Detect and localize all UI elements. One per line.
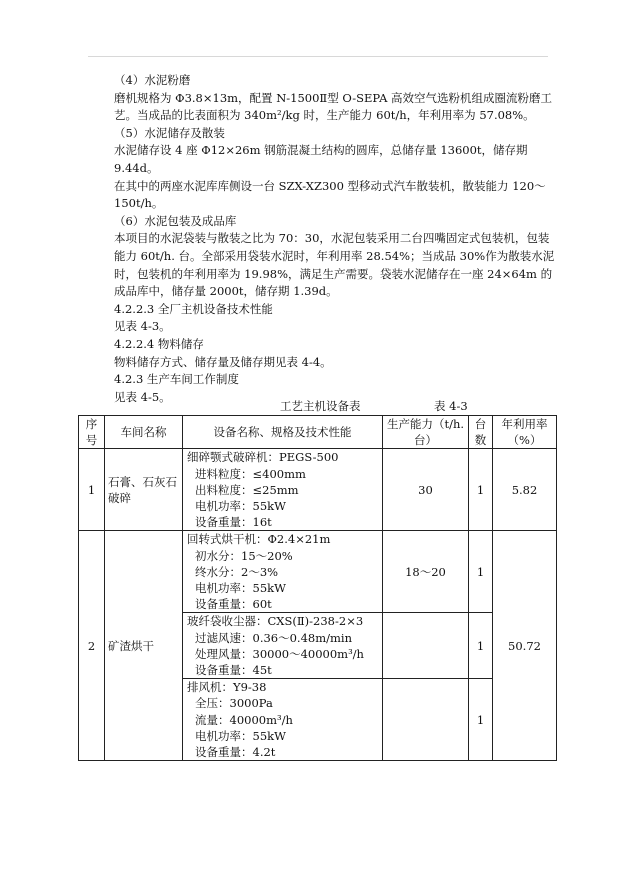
row-workshop: 石膏、石灰石破碎 (105, 449, 183, 531)
row-no: 2 (79, 531, 105, 761)
paragraph: 本项目的水泥袋装与散装之比为 70：30，水泥包装采用二台四嘴固定式包装机，包装能力 60t/h. 台。全部采用袋装水泥时，年利用率 28.54%；当成品 30%作为散装水泥时，包装机的年利用率为 19.98%，满足生产需要。袋装水泥储存在一座 24×64m 的成品库中，储存量 2000t，储存期 1.39d。 (114, 231, 555, 299)
equipment-detail: 终水分：2～3% (195, 564, 279, 579)
equipment-detail: 设备重量：4.2t (195, 745, 276, 760)
paragraph: （4）水泥粉磨 (114, 73, 191, 87)
equipment-detail: 出料粒度：≤25mm (195, 482, 299, 497)
table-header-row (79, 416, 557, 449)
row-capacity (383, 613, 469, 679)
row-workshop: 矿渣烘干 (105, 531, 183, 761)
equipment-detail: 全压：3000Pa (195, 696, 273, 711)
paragraph: 物料储存方式、储存量及储存期见表 4-4。 (114, 354, 332, 369)
row-count: 1 (469, 531, 493, 613)
equipment-detail: 电机功率：55kW (195, 581, 286, 596)
paragraph: （5）水泥储存及散装 (114, 125, 225, 140)
equipment-specs (183, 449, 383, 531)
header-count: 台数 (469, 416, 493, 449)
equipment-detail: 电机功率：55kW (195, 499, 286, 514)
paragraph: 磨机规格为 Φ3.8×13m，配置 N-1500Ⅱ型 O-SEPA 高效空气选粉机组成圈流粉磨工艺。当成品的比表面积为 340m²/kg 时，生产能力 60t/h，年利用率为 57.08%。 (114, 90, 553, 123)
body-text (88, 72, 556, 406)
section-heading: 4.2.3 生产车间工作制度 (114, 372, 239, 387)
equipment-name: 回转式烘干机：Φ2.4×21m (187, 532, 331, 547)
equipment-name: 玻纤袋收尘器：CXS(Ⅱ)-238-2×3 (187, 614, 364, 629)
table-row (79, 531, 557, 613)
row-utilization: 50.72 (493, 531, 557, 761)
equipment-specs (183, 679, 383, 761)
equipment-detail: 电机功率：55kW (195, 728, 286, 743)
equipment-detail: 进料粒度：≤400mm (195, 466, 306, 481)
paragraph: 水泥储存设 4 座 Φ12×26m 钢筋混凝土结构的圆库，总储存量 13600t，储存期 9.44d。 (114, 143, 528, 175)
equipment-name: 细碎颚式破碎机：PEGS-500 (187, 450, 339, 465)
header-capacity: 生产能力（t/h. 台） (383, 416, 469, 449)
equipment-detail: 初水分：15～20% (195, 548, 293, 563)
section-heading: 4.2.2.3 全厂主机设备技术性能 (114, 301, 273, 316)
table-number: 表 4-3 (434, 399, 468, 413)
row-count: 1 (469, 613, 493, 679)
paragraph: 见表 4-3。 (114, 319, 171, 334)
equipment-detail: 设备重量：45t (195, 663, 272, 678)
equipment-name: 排风机：Y9-38 (187, 680, 267, 695)
row-count: 1 (469, 679, 493, 761)
equipment-detail: 设备重量：60t (195, 597, 272, 612)
row-count: 1 (469, 449, 493, 531)
row-capacity: 30 (383, 449, 469, 531)
row-utilization: 5.82 (493, 449, 557, 531)
equipment-specs (183, 613, 383, 679)
equipment-table (78, 415, 557, 761)
equipment-detail: 流量：40000m³/h (195, 712, 293, 727)
header-equipment: 设备名称、规格及技术性能 (183, 416, 383, 449)
section-heading: 4.2.2.4 物料储存 (114, 336, 204, 351)
row-no: 1 (79, 449, 105, 531)
equipment-detail: 设备重量：16t (195, 515, 272, 530)
paragraph: 见表 4-5。 (114, 389, 171, 404)
row-capacity (383, 679, 469, 761)
header-no: 序号 (79, 416, 105, 449)
paragraph: （6）水泥包装及成品库 (114, 213, 237, 228)
header-utilization: 年利用率（%） (493, 416, 557, 449)
equipment-detail: 处理风量：30000～40000m³/h (195, 646, 364, 661)
table-row (79, 449, 557, 531)
table-caption (88, 398, 548, 414)
paragraph: 在其中的两座水泥库库侧设一台 SZX-XZ300 型移动式汽车散装机，散装能力 120～150t/h。 (114, 178, 546, 211)
header-rule (88, 56, 548, 57)
row-capacity: 18～20 (383, 531, 469, 613)
equipment-detail: 过滤风速：0.36～0.48m/min (195, 630, 352, 645)
table-title: 工艺主机设备表 (280, 399, 361, 413)
header-workshop: 车间名称 (105, 416, 183, 449)
equipment-specs (183, 531, 383, 613)
